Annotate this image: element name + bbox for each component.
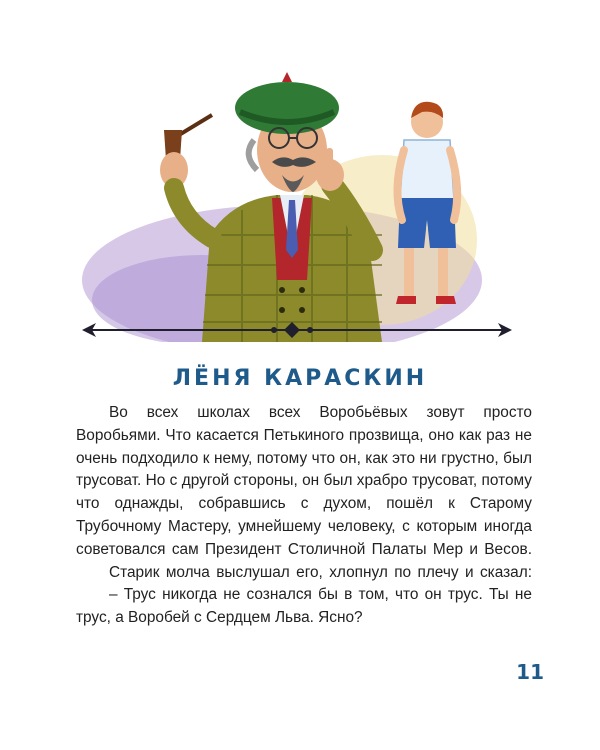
boy-left-shoe	[396, 296, 416, 304]
boy-shirt	[400, 140, 454, 200]
divider-dot-left	[271, 327, 277, 333]
illustration-svg	[82, 60, 512, 342]
divider-dot-right	[307, 327, 313, 333]
jacket-button-4	[299, 307, 305, 313]
green-beret	[235, 82, 339, 134]
boy-right-shoe	[436, 296, 456, 304]
paragraph-2: Старик молча выслушал его, хлопнул по плечу и сказал:	[109, 563, 532, 581]
body-text	[76, 402, 532, 630]
beret-tab	[282, 72, 292, 82]
jacket-button-2	[279, 307, 285, 313]
boy-right-leg	[438, 248, 448, 296]
jacket-button-1	[279, 287, 285, 293]
paragraph-3: – Трус никогда не сознался бы в том, что он трус. Ты не трус, а Воробей с Сердцем Льва. Ясно?	[76, 586, 532, 627]
page-number: 11	[516, 660, 544, 684]
gray-sideburn	[249, 140, 257, 170]
chapter-illustration	[82, 60, 512, 342]
boy-left-leg	[404, 248, 414, 296]
jacket-button-3	[299, 287, 305, 293]
paragraph-1: Во всех школах всех Воробьёвых зовут просто Воробьями. Что касается Петькиного прозвища, оно как раз не очень подходило к нему, потому что он, как это ни грустно, был трусоват. Но с другой стороны, он был храбро трусоват, потому что однажды, собравшись с духом, пошёл к Старому Трубочному Мастеру, умнейшему человеку, с которым иногда советовался сам Президент Столичной Палаты Мер и Весов.	[76, 404, 532, 558]
chapter-title: ЛЁНЯ КАРАСКИН	[172, 366, 428, 391]
raised-finger	[326, 148, 333, 170]
